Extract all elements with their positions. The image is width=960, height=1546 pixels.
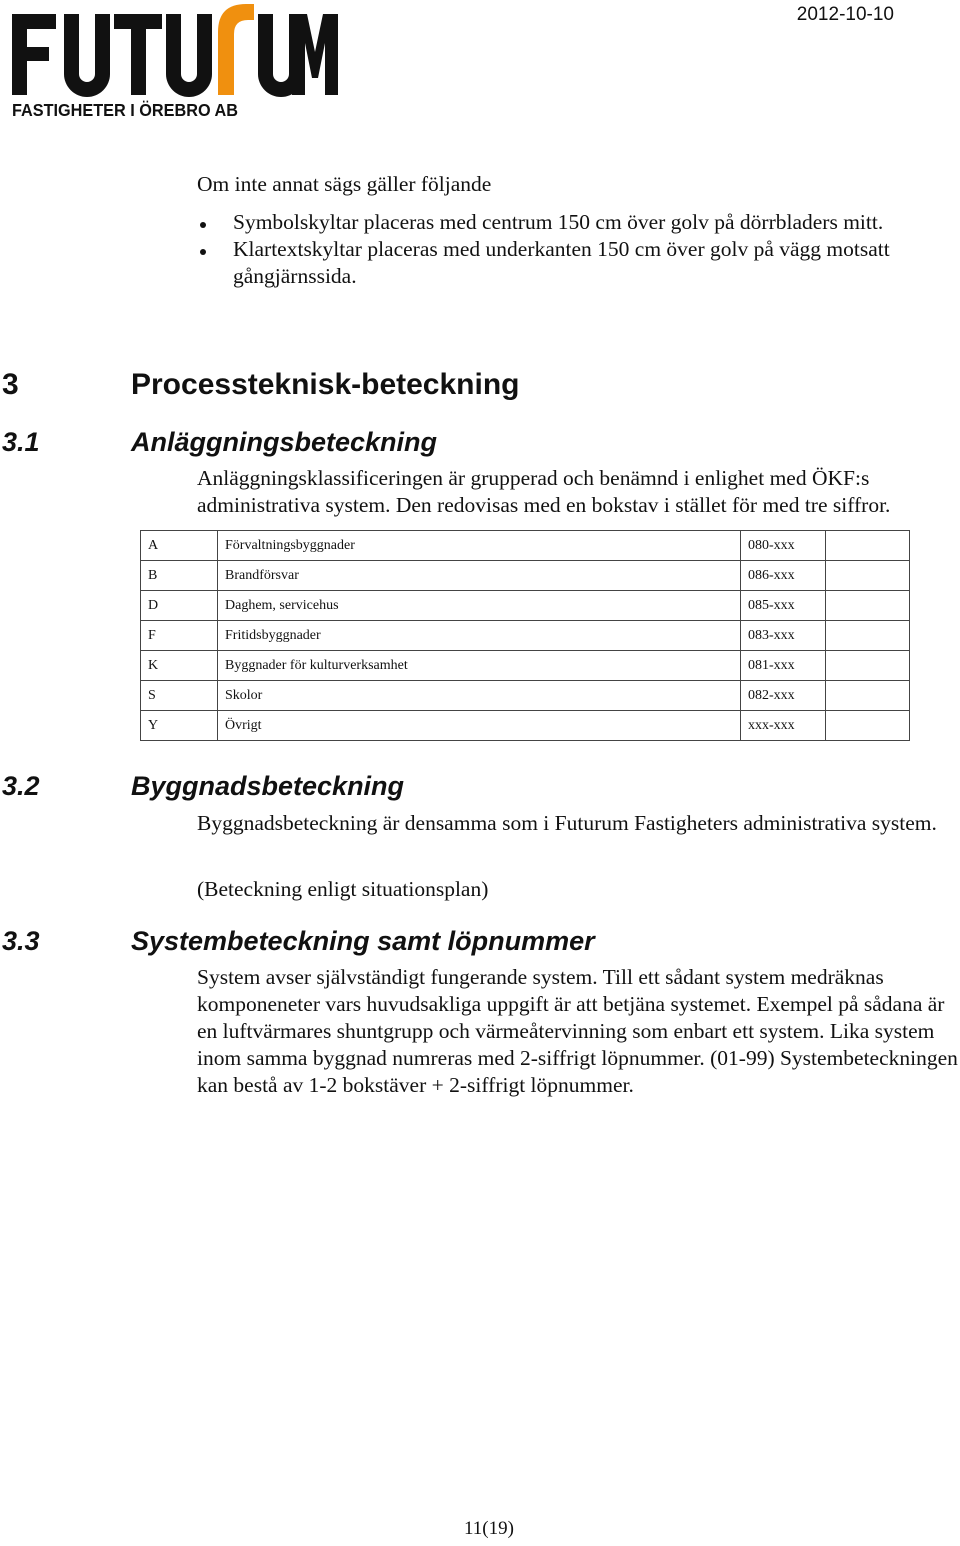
section-number: 3.1 (2, 427, 40, 457)
table-row (141, 561, 910, 591)
facility-extra (826, 531, 910, 561)
section-3-2-note: (Beteckning enligt situationsplan) (197, 877, 489, 901)
facility-extra (826, 681, 910, 711)
facility-extra (826, 591, 910, 621)
facility-extra (826, 561, 910, 591)
table-row (141, 531, 910, 561)
facility-extra (826, 651, 910, 681)
svg-text:FASTIGHETER I ÖREBRO AB: FASTIGHETER I ÖREBRO AB (12, 100, 238, 120)
facility-letter: A (141, 531, 218, 561)
facility-letter: F (141, 621, 218, 651)
facility-code: 082-xxx (741, 681, 826, 711)
facility-name: Skolor (218, 681, 741, 711)
intro-lead: Om inte annat sägs gäller följande (197, 172, 492, 196)
section-title: Anläggningsbeteckning (131, 427, 438, 457)
section-title: Processteknisk-beteckning (131, 368, 520, 401)
table-row (141, 651, 910, 681)
section-3-3-paragraph: System avser självständigt fungerande system. Till ett sådant system medräknas komponeneter vars huvudsakliga uppgift är att betjäna systemet. Exempel på sådana är en luftvärmares shuntgrupp och värmeåtervinning som enbart ett system. Lika system inom samma byggnad numreras med 2-siffrigt löpnummer. (01-99) Systembeteckningen kan bestå av 1-2 bokstäver + 2-siffrigt löpnummer. (197, 965, 958, 1097)
section-3-1-paragraph: Anläggningsklassificeringen är grupperad och benämnd i enlighet med ÖKF:s administrativa system. Den redovisas med en bokstav i stället för med tre siffror. (197, 466, 891, 517)
facility-name: Fritidsbyggnader (218, 621, 741, 651)
facility-code: 085-xxx (741, 591, 826, 621)
list-item: Klartextskyltar placeras med underkanten 150 cm över golv på vägg motsatt gångjärnssida. (197, 236, 959, 290)
section-number: 3.2 (2, 771, 40, 801)
facility-letter: S (141, 681, 218, 711)
facility-code: xxx-xxx (741, 711, 826, 741)
facility-name: Brandförsvar (218, 561, 741, 591)
facility-code: 081-xxx (741, 651, 826, 681)
facility-code: 086-xxx (741, 561, 826, 591)
table-row (141, 711, 910, 741)
futurum-logo-graphic (10, 2, 340, 122)
table-row (141, 621, 910, 651)
document-date: 2012-10-10 (796, 4, 894, 25)
facility-letter: K (141, 651, 218, 681)
facility-extra (826, 711, 910, 741)
facility-letter: Y (141, 711, 218, 741)
section-title: Systembeteckning samt löpnummer (131, 926, 595, 956)
facility-name: Byggnader för kulturverksamhet (218, 651, 741, 681)
section-number: 3 (2, 368, 19, 401)
section-number: 3.3 (2, 926, 40, 956)
facility-name: Övrigt (218, 711, 741, 741)
section-3-2-paragraph: Byggnadsbeteckning är densamma som i Futurum Fastigheters administrativa system. (197, 811, 937, 835)
facility-code-table (140, 530, 910, 741)
facility-letter: D (141, 591, 218, 621)
facility-code: 080-xxx (741, 531, 826, 561)
section-title: Byggnadsbeteckning (131, 771, 405, 801)
facility-name: Förvaltningsbyggnader (218, 531, 741, 561)
company-logo (10, 2, 340, 122)
page-number: 11(19) (464, 1518, 514, 1539)
facility-code: 083-xxx (741, 621, 826, 651)
facility-extra (826, 621, 910, 651)
intro-bullet-list (197, 209, 959, 290)
facility-letter: B (141, 561, 218, 591)
list-item: Symbolskyltar placeras med centrum 150 cm över golv på dörrbladers mitt. (197, 209, 959, 236)
table-row (141, 681, 910, 711)
table-row (141, 591, 910, 621)
facility-name: Daghem, servicehus (218, 591, 741, 621)
